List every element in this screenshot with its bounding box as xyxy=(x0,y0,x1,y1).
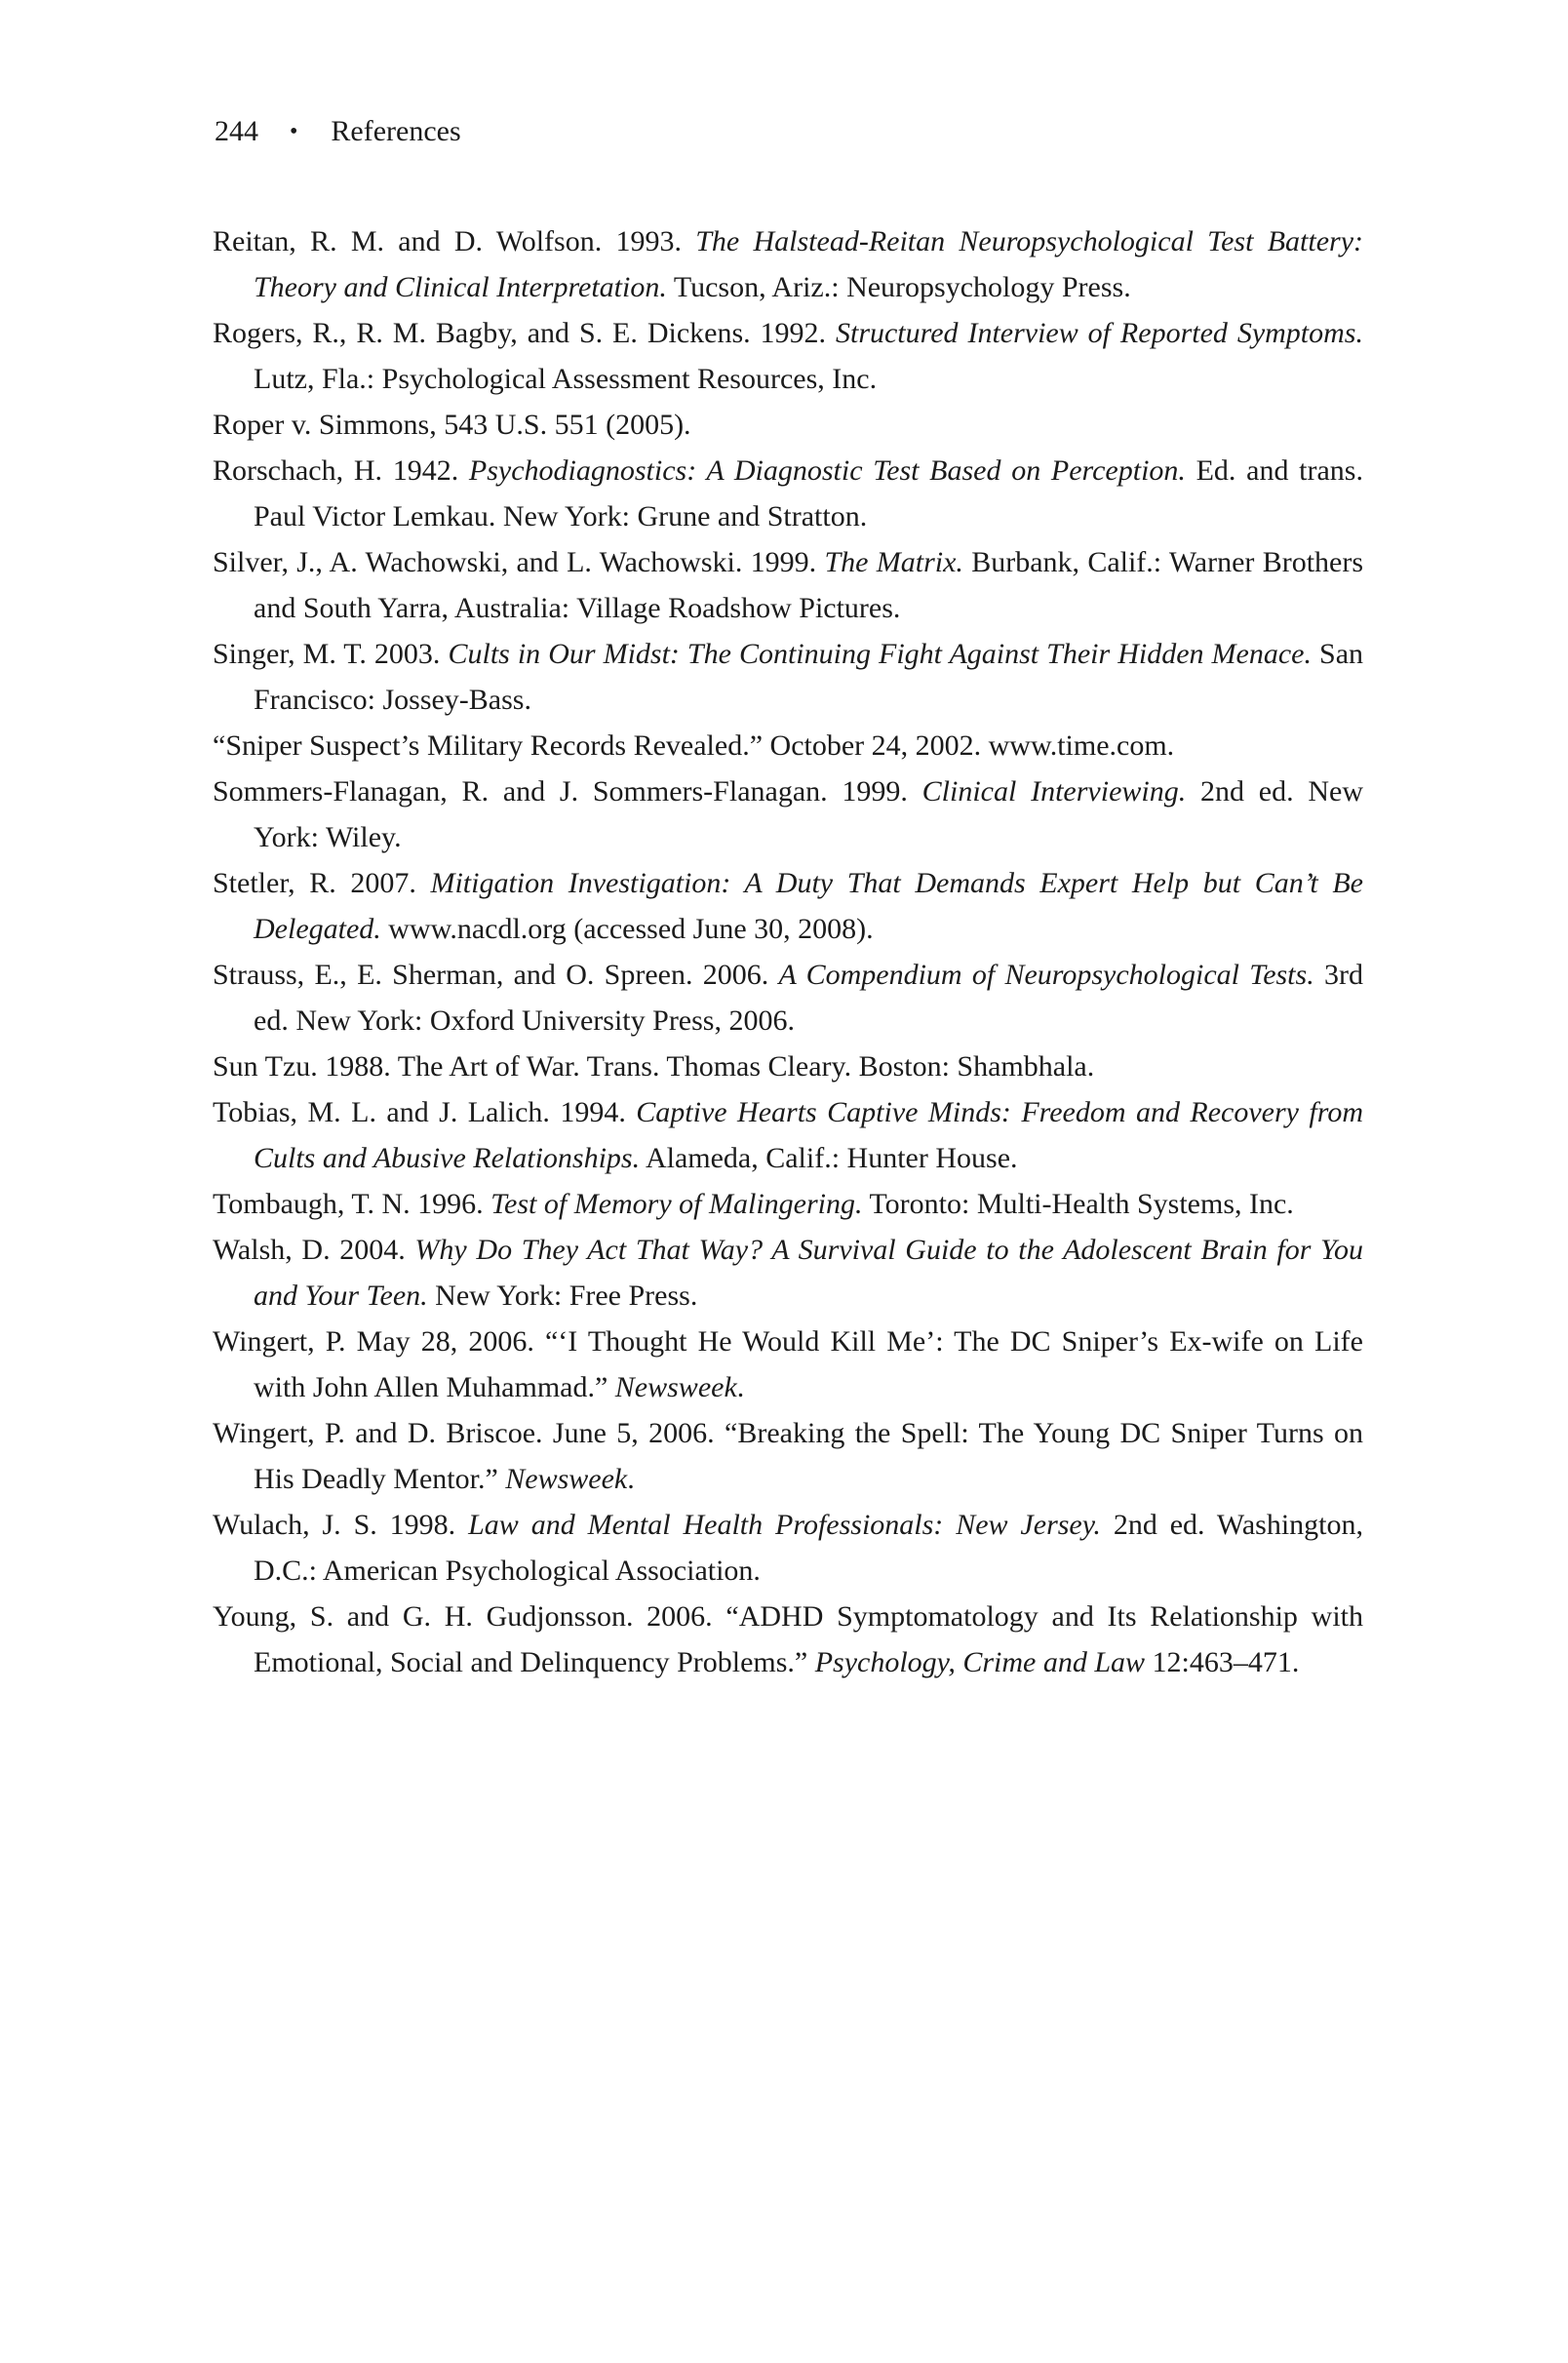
reference-title-italic: Law and Mental Health Professionals: New Jersey. xyxy=(468,1509,1101,1541)
reference-entry xyxy=(213,768,1363,860)
reference-text: Wulach, J. S. 1998. xyxy=(213,1509,469,1541)
reference-entry xyxy=(213,1502,1363,1594)
reference-title-italic: Psychology, Crime and Law xyxy=(814,1646,1146,1678)
reference-text: Stetler, R. 2007. xyxy=(213,867,431,899)
reference-text: Wingert, P. and D. Briscoe. June 5, 2006. “Breaking the Spell: The Young DC Sniper Turns on His Deadly Mentor.” xyxy=(213,1417,1363,1495)
page-number: 244 xyxy=(215,115,258,147)
reference-entry xyxy=(213,448,1363,539)
bullet-separator: • xyxy=(290,119,298,144)
reference-entry xyxy=(213,1227,1363,1319)
reference-entry xyxy=(213,1319,1363,1410)
reference-text: “Sniper Suspect’s Military Records Revealed.” October 24, 2002. www.time.com. xyxy=(213,729,1175,762)
reference-text: Sommers-Flanagan, R. and J. Sommers-Flanagan. 1999. xyxy=(213,775,922,807)
reference-text: Reitan, R. M. and D. Wolfson. 1993. xyxy=(213,225,696,257)
reference-title-italic: The Halstead-Reitan Neuropsychological Test Battery: Theory and Clinical Interpretation. xyxy=(254,225,1363,303)
reference-entry xyxy=(213,631,1363,723)
reference-text: Singer, M. T. 2003. xyxy=(213,638,449,670)
reference-title-italic: Why Do They Act That Way? A Survival Guide to the Adolescent Brain for You and Your Teen. xyxy=(254,1234,1363,1312)
reference-text: Lutz, Fla.: Psychological Assessment Resources, Inc. xyxy=(254,363,878,395)
reference-text: . xyxy=(736,1371,745,1403)
reference-text: 2nd ed. New York: Wiley. xyxy=(254,775,1363,853)
reference-text: Roper v. Simmons, 543 U.S. 551 (2005). xyxy=(213,409,691,441)
reference-title-italic: Newsweek xyxy=(505,1463,628,1495)
references-list xyxy=(213,218,1363,1685)
reference-text: 3rd ed. New York: Oxford University Press, 2006. xyxy=(254,959,1363,1037)
reference-text: www.nacdl.org (accessed June 30, 2008). xyxy=(380,913,874,945)
reference-text: Toronto: Multi-Health Systems, Inc. xyxy=(862,1188,1294,1220)
reference-entry xyxy=(213,1594,1363,1685)
reference-entry xyxy=(213,402,1363,448)
reference-title-italic: Captive Hearts Captive Minds: Freedom and Recovery from Cults and Abusive Relationships. xyxy=(254,1096,1363,1174)
reference-entry xyxy=(213,1410,1363,1502)
reference-title-italic: Cults in Our Midst: The Continuing Fight Against Their Hidden Menace. xyxy=(448,638,1312,670)
reference-entry xyxy=(213,952,1363,1044)
reference-text: Alameda, Calif.: Hunter House. xyxy=(640,1142,1018,1174)
reference-text: Rogers, R., R. M. Bagby, and S. E. Dickens. 1992. xyxy=(213,317,836,349)
reference-entry xyxy=(213,539,1363,631)
reference-title-italic: The Matrix. xyxy=(824,546,963,578)
reference-text: San Francisco: Jossey-Bass. xyxy=(254,638,1364,716)
reference-entry xyxy=(213,1044,1363,1089)
reference-text: Tobias, M. L. and J. Lalich. 1994. xyxy=(213,1096,637,1128)
reference-entry xyxy=(213,723,1363,768)
reference-text: Wingert, P. May 28, 2006. “‘I Thought He Would Kill Me’: The DC Sniper’s Ex-wife on Life with John Allen Muhammad.” xyxy=(213,1325,1363,1403)
reference-text: Burbank, Calif.: Warner Brothers and South Yarra, Australia: Village Roadshow Pictures. xyxy=(254,546,1364,624)
reference-title-italic: Mitigation Investigation: A Duty That Demands Expert Help but Can’t Be Delegated. xyxy=(254,867,1363,945)
reference-entry xyxy=(213,1181,1363,1227)
reference-text: Sun Tzu. 1988. The Art of War. Trans. Thomas Cleary. Boston: Shambhala. xyxy=(213,1050,1095,1083)
reference-entry xyxy=(213,860,1363,952)
reference-title-italic: Newsweek xyxy=(614,1371,737,1403)
reference-title-italic: Clinical Interviewing. xyxy=(921,775,1187,807)
reference-text: . xyxy=(627,1463,635,1495)
reference-text: 12:463–471. xyxy=(1145,1646,1300,1678)
reference-text: Walsh, D. 2004. xyxy=(213,1234,415,1266)
reference-text: 2nd ed. Washington, D.C.: American Psychological Association. xyxy=(254,1509,1363,1587)
reference-text: New York: Free Press. xyxy=(427,1280,698,1312)
reference-title-italic: Test of Memory of Malingering. xyxy=(490,1188,863,1220)
reference-entry xyxy=(213,310,1363,402)
reference-title-italic: A Compendium of Neuropsychological Tests. xyxy=(778,959,1314,991)
reference-entry xyxy=(213,1089,1363,1181)
reference-title-italic: Psychodiagnostics: A Diagnostic Test Based on Perception. xyxy=(468,454,1186,487)
reference-text: Tombaugh, T. N. 1996. xyxy=(213,1188,491,1220)
running-head xyxy=(215,115,461,148)
reference-entry xyxy=(213,218,1363,310)
reference-title-italic: Structured Interview of Reported Symptoms. xyxy=(835,317,1363,349)
reference-text: Ed. and trans. Paul Victor Lemkau. New York: Grune and Stratton. xyxy=(254,454,1363,532)
section-title: References xyxy=(331,115,461,147)
reference-text: Young, S. and G. H. Gudjonsson. 2006. “ADHD Symptomatology and Its Relationship with Emotional, Social and Delinquency Problems.” xyxy=(213,1600,1363,1678)
reference-text: Tucson, Ariz.: Neuropsychology Press. xyxy=(666,271,1131,303)
reference-text: Rorschach, H. 1942. xyxy=(213,454,469,487)
reference-text: Silver, J., A. Wachowski, and L. Wachowski. 1999. xyxy=(213,546,825,578)
reference-text: Strauss, E., E. Sherman, and O. Spreen. 2006. xyxy=(213,959,779,991)
